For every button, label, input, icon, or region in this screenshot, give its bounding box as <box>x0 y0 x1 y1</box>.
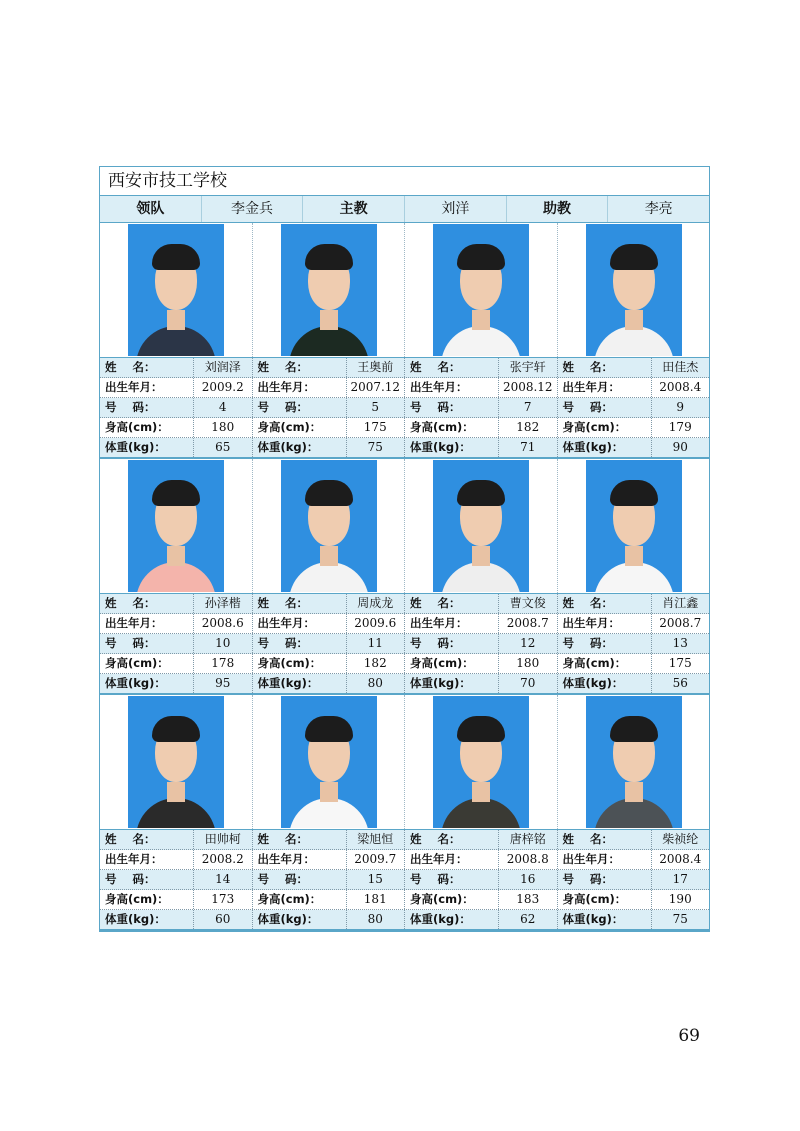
player-weight-cell <box>100 674 253 693</box>
player-photo <box>281 224 377 356</box>
player-height-cell <box>253 654 406 673</box>
player-height: 190 <box>668 892 692 906</box>
player-number-cell <box>558 634 710 653</box>
player-birth: 2009.7 <box>354 852 397 866</box>
name-label: 姓 名： <box>100 358 194 377</box>
player-photo <box>128 224 224 356</box>
staff-name-assistant: 李亮 <box>644 201 673 217</box>
player-name: 田佳杰 <box>662 360 699 374</box>
shirt-shape <box>289 562 369 592</box>
name-label: 姓 名： <box>558 594 652 613</box>
player-number-cell <box>100 634 253 653</box>
player-name-cell <box>558 358 710 377</box>
photo-cell <box>100 223 253 357</box>
player-number-cell <box>558 870 710 889</box>
neck-shape <box>625 546 643 566</box>
page-number: 69 <box>678 1026 700 1046</box>
neck-shape <box>167 310 185 330</box>
info-row-weight <box>100 674 709 695</box>
player-birth: 2008.12 <box>502 380 553 394</box>
player-name: 张宇轩 <box>509 360 546 374</box>
info-row-name <box>100 830 709 850</box>
weight-label: 体重(kg)： <box>253 438 347 457</box>
photo-cell <box>100 459 253 593</box>
player-birth: 2008.7 <box>659 616 702 630</box>
player-height-cell <box>405 418 558 437</box>
weight-label: 体重(kg)： <box>405 674 499 693</box>
player-number-cell <box>100 870 253 889</box>
birth-label: 出生年月： <box>100 614 194 633</box>
name-label: 姓 名： <box>405 594 499 613</box>
birth-label: 出生年月： <box>100 850 194 869</box>
player-birth-cell <box>405 378 558 397</box>
player-birth: 2009.6 <box>354 616 397 630</box>
number-label: 号 码： <box>100 870 194 889</box>
player-name: 唐梓铭 <box>509 832 546 846</box>
player-name-cell <box>253 594 406 613</box>
info-row-height <box>100 654 709 674</box>
photo-cell <box>253 459 406 593</box>
hair-shape <box>152 716 200 742</box>
birth-label: 出生年月： <box>558 378 652 397</box>
info-row-birth <box>100 378 709 398</box>
player-weight-cell <box>100 910 253 929</box>
shirt-shape <box>289 798 369 828</box>
hair-shape <box>305 244 353 270</box>
roster-sheet <box>99 166 710 932</box>
height-label: 身高(cm)： <box>558 654 652 673</box>
player-photo <box>128 460 224 592</box>
player-birth-cell <box>253 614 406 633</box>
player-birth-cell <box>558 850 710 869</box>
player-birth-cell <box>558 378 710 397</box>
height-label: 身高(cm)： <box>100 418 194 437</box>
shirt-shape <box>594 562 674 592</box>
player-height-cell <box>100 418 253 437</box>
player-height-cell <box>558 890 710 909</box>
weight-label: 体重(kg)： <box>253 910 347 929</box>
player-name-cell <box>558 830 710 849</box>
player-name-cell <box>100 830 253 849</box>
name-label: 姓 名： <box>100 830 194 849</box>
shirt-shape <box>289 326 369 356</box>
player-height-cell <box>253 890 406 909</box>
player-height: 182 <box>516 420 540 434</box>
player-name-cell <box>253 358 406 377</box>
height-label: 身高(cm)： <box>100 654 194 673</box>
player-height-cell <box>405 890 558 909</box>
name-label: 姓 名： <box>100 594 194 613</box>
player-weight: 56 <box>672 676 688 690</box>
player-name-cell <box>558 594 710 613</box>
height-label: 身高(cm)： <box>558 418 652 437</box>
neck-shape <box>472 546 490 566</box>
player-height: 180 <box>211 420 235 434</box>
name-label: 姓 名： <box>253 358 347 377</box>
player-number: 14 <box>215 872 231 886</box>
player-number-cell <box>253 398 406 417</box>
player-birth-cell <box>100 614 253 633</box>
player-height-cell <box>100 654 253 673</box>
weight-label: 体重(kg)： <box>558 910 652 929</box>
hair-shape <box>152 244 200 270</box>
photo-row <box>100 223 709 358</box>
shirt-shape <box>594 798 674 828</box>
photo-cell <box>253 223 406 357</box>
name-label: 姓 名： <box>558 358 652 377</box>
neck-shape <box>320 546 338 566</box>
player-weight: 70 <box>520 676 536 690</box>
info-row-number <box>100 398 709 418</box>
number-label: 号 码： <box>405 870 499 889</box>
player-number: 5 <box>371 400 380 414</box>
info-row-name <box>100 594 709 614</box>
photo-cell <box>405 459 558 593</box>
player-number: 12 <box>520 636 536 650</box>
player-number: 17 <box>672 872 688 886</box>
height-label: 身高(cm)： <box>253 890 347 909</box>
staff-role-head-coach: 主教 <box>303 196 405 222</box>
hair-shape <box>305 716 353 742</box>
player-weight: 95 <box>215 676 231 690</box>
neck-shape <box>167 546 185 566</box>
weight-label: 体重(kg)： <box>405 438 499 457</box>
weight-label: 体重(kg)： <box>558 438 652 457</box>
player-weight: 71 <box>520 440 536 454</box>
player-name: 柴祯纶 <box>662 832 699 846</box>
player-height: 182 <box>363 656 387 670</box>
neck-shape <box>625 310 643 330</box>
player-weight: 75 <box>367 440 383 454</box>
player-height: 175 <box>363 420 387 434</box>
number-label: 号 码： <box>100 398 194 417</box>
player-weight: 80 <box>367 676 383 690</box>
height-label: 身高(cm)： <box>405 418 499 437</box>
number-label: 号 码： <box>558 634 652 653</box>
player-name: 孙泽楷 <box>204 596 241 610</box>
player-photo <box>586 224 682 356</box>
height-label: 身高(cm)： <box>100 890 194 909</box>
photo-cell <box>405 223 558 357</box>
player-height-cell <box>558 418 710 437</box>
player-photo <box>281 696 377 828</box>
neck-shape <box>472 782 490 802</box>
player-height-cell <box>253 418 406 437</box>
hair-shape <box>610 244 658 270</box>
player-height: 183 <box>516 892 540 906</box>
info-row-weight <box>100 910 709 931</box>
height-label: 身高(cm)： <box>558 890 652 909</box>
height-label: 身高(cm)： <box>405 654 499 673</box>
staff-name-head-coach: 刘洋 <box>405 196 507 222</box>
player-weight: 60 <box>215 912 231 926</box>
player-birth-cell <box>558 614 710 633</box>
player-photo <box>128 696 224 828</box>
hair-shape <box>457 480 505 506</box>
player-number-cell <box>253 870 406 889</box>
player-weight: 80 <box>367 912 383 926</box>
player-height: 175 <box>668 656 692 670</box>
birth-label: 出生年月： <box>253 850 347 869</box>
player-birth: 2008.4 <box>659 852 702 866</box>
height-label: 身高(cm)： <box>405 890 499 909</box>
shirt-shape <box>136 326 216 356</box>
player-number: 9 <box>676 400 685 414</box>
player-birth-cell <box>100 850 253 869</box>
player-photo <box>281 460 377 592</box>
height-label: 身高(cm)： <box>253 654 347 673</box>
shirt-shape <box>136 798 216 828</box>
school-name: 西安市技工学校 <box>100 167 709 196</box>
info-row-birth <box>100 850 709 870</box>
player-weight-cell <box>253 438 406 457</box>
staff-row <box>100 196 709 223</box>
photo-cell <box>558 223 710 357</box>
photo-row <box>100 695 709 830</box>
player-weight: 62 <box>520 912 536 926</box>
player-name: 梁旭恒 <box>357 832 394 846</box>
player-name-cell <box>100 594 253 613</box>
number-label: 号 码： <box>253 398 347 417</box>
player-name-cell <box>405 594 558 613</box>
player-number: 15 <box>367 872 383 886</box>
player-rows <box>100 223 709 931</box>
player-height-cell <box>100 890 253 909</box>
player-height: 178 <box>211 656 235 670</box>
info-row-height <box>100 890 709 910</box>
birth-label: 出生年月： <box>558 614 652 633</box>
birth-label: 出生年月： <box>405 614 499 633</box>
player-name: 周成龙 <box>357 596 394 610</box>
player-number: 4 <box>218 400 227 414</box>
birth-label: 出生年月： <box>253 378 347 397</box>
number-label: 号 码： <box>558 398 652 417</box>
number-label: 号 码： <box>253 634 347 653</box>
player-number: 13 <box>672 636 688 650</box>
weight-label: 体重(kg)： <box>253 674 347 693</box>
name-label: 姓 名： <box>405 830 499 849</box>
player-birth: 2008.8 <box>506 852 549 866</box>
photo-cell <box>405 695 558 829</box>
player-birth-cell <box>405 850 558 869</box>
player-birth-cell <box>253 378 406 397</box>
player-birth: 2008.4 <box>659 380 702 394</box>
weight-label: 体重(kg)： <box>100 438 194 457</box>
player-birth: 2008.7 <box>506 616 549 630</box>
player-name-cell <box>253 830 406 849</box>
hair-shape <box>152 480 200 506</box>
player-birth-cell <box>253 850 406 869</box>
height-label: 身高(cm)： <box>253 418 347 437</box>
player-name-cell <box>405 830 558 849</box>
player-weight: 65 <box>215 440 231 454</box>
birth-label: 出生年月： <box>100 378 194 397</box>
hair-shape <box>457 716 505 742</box>
player-number: 16 <box>520 872 536 886</box>
weight-label: 体重(kg)： <box>405 910 499 929</box>
neck-shape <box>167 782 185 802</box>
weight-label: 体重(kg)： <box>100 910 194 929</box>
player-photo <box>433 224 529 356</box>
photo-row <box>100 459 709 594</box>
neck-shape <box>320 310 338 330</box>
number-label: 号 码： <box>100 634 194 653</box>
player-name: 王奥前 <box>357 360 394 374</box>
player-name: 田帅柯 <box>204 832 241 846</box>
hair-shape <box>610 480 658 506</box>
shirt-shape <box>441 798 521 828</box>
staff-role-leader: 领队 <box>100 196 202 222</box>
staff-name-leader: 李金兵 <box>202 196 304 222</box>
name-label: 姓 名： <box>253 594 347 613</box>
number-label: 号 码： <box>405 634 499 653</box>
player-birth-cell <box>100 378 253 397</box>
player-height: 173 <box>211 892 235 906</box>
player-name: 曹文俊 <box>509 596 546 610</box>
hair-shape <box>610 716 658 742</box>
birth-label: 出生年月： <box>253 614 347 633</box>
player-birth-cell <box>405 614 558 633</box>
shirt-shape <box>136 562 216 592</box>
name-label: 姓 名： <box>558 830 652 849</box>
shirt-shape <box>441 562 521 592</box>
birth-label: 出生年月： <box>405 850 499 869</box>
player-name: 刘润泽 <box>204 360 241 374</box>
player-number-cell <box>405 634 558 653</box>
player-weight-cell <box>558 910 710 929</box>
player-name: 肖江鑫 <box>662 596 699 610</box>
player-number: 10 <box>215 636 231 650</box>
birth-label: 出生年月： <box>405 378 499 397</box>
number-label: 号 码： <box>253 870 347 889</box>
player-birth: 2007.12 <box>350 380 401 394</box>
neck-shape <box>320 782 338 802</box>
photo-cell <box>100 695 253 829</box>
player-number-cell <box>405 398 558 417</box>
hair-shape <box>457 244 505 270</box>
photo-cell <box>558 459 710 593</box>
player-photo <box>586 696 682 828</box>
number-label: 号 码： <box>405 398 499 417</box>
player-height-cell <box>558 654 710 673</box>
player-weight-cell <box>100 438 253 457</box>
birth-label: 出生年月： <box>558 850 652 869</box>
weight-label: 体重(kg)： <box>100 674 194 693</box>
player-weight-cell <box>405 910 558 929</box>
number-label: 号 码： <box>558 870 652 889</box>
staff-role-assistant: 助教 <box>507 196 609 222</box>
name-label: 姓 名： <box>253 830 347 849</box>
photo-cell <box>558 695 710 829</box>
player-photo <box>586 460 682 592</box>
player-number: 7 <box>523 400 532 414</box>
neck-shape <box>472 310 490 330</box>
player-weight-cell <box>253 910 406 929</box>
player-weight-cell <box>558 438 710 457</box>
shirt-shape <box>441 326 521 356</box>
info-row-weight <box>100 438 709 459</box>
player-number-cell <box>253 634 406 653</box>
player-weight-cell <box>558 674 710 693</box>
photo-cell <box>253 695 406 829</box>
shirt-shape <box>594 326 674 356</box>
player-photo <box>433 460 529 592</box>
info-row-number <box>100 634 709 654</box>
player-photo <box>433 696 529 828</box>
name-label: 姓 名： <box>405 358 499 377</box>
player-birth: 2008.6 <box>201 616 244 630</box>
player-number-cell <box>100 398 253 417</box>
info-row-birth <box>100 614 709 634</box>
player-name-cell <box>405 358 558 377</box>
player-height: 179 <box>668 420 692 434</box>
player-number: 11 <box>367 636 383 650</box>
hair-shape <box>305 480 353 506</box>
player-weight-cell <box>405 438 558 457</box>
player-weight: 75 <box>672 912 688 926</box>
player-weight-cell <box>253 674 406 693</box>
player-height: 180 <box>516 656 540 670</box>
weight-label: 体重(kg)： <box>558 674 652 693</box>
player-height: 181 <box>363 892 387 906</box>
info-row-number <box>100 870 709 890</box>
player-birth: 2009.2 <box>201 380 244 394</box>
info-row-name <box>100 358 709 378</box>
player-birth: 2008.2 <box>201 852 244 866</box>
player-height-cell <box>405 654 558 673</box>
player-weight: 90 <box>672 440 688 454</box>
player-number-cell <box>405 870 558 889</box>
neck-shape <box>625 782 643 802</box>
player-name-cell <box>100 358 253 377</box>
player-weight-cell <box>405 674 558 693</box>
player-number-cell <box>558 398 710 417</box>
info-row-height <box>100 418 709 438</box>
